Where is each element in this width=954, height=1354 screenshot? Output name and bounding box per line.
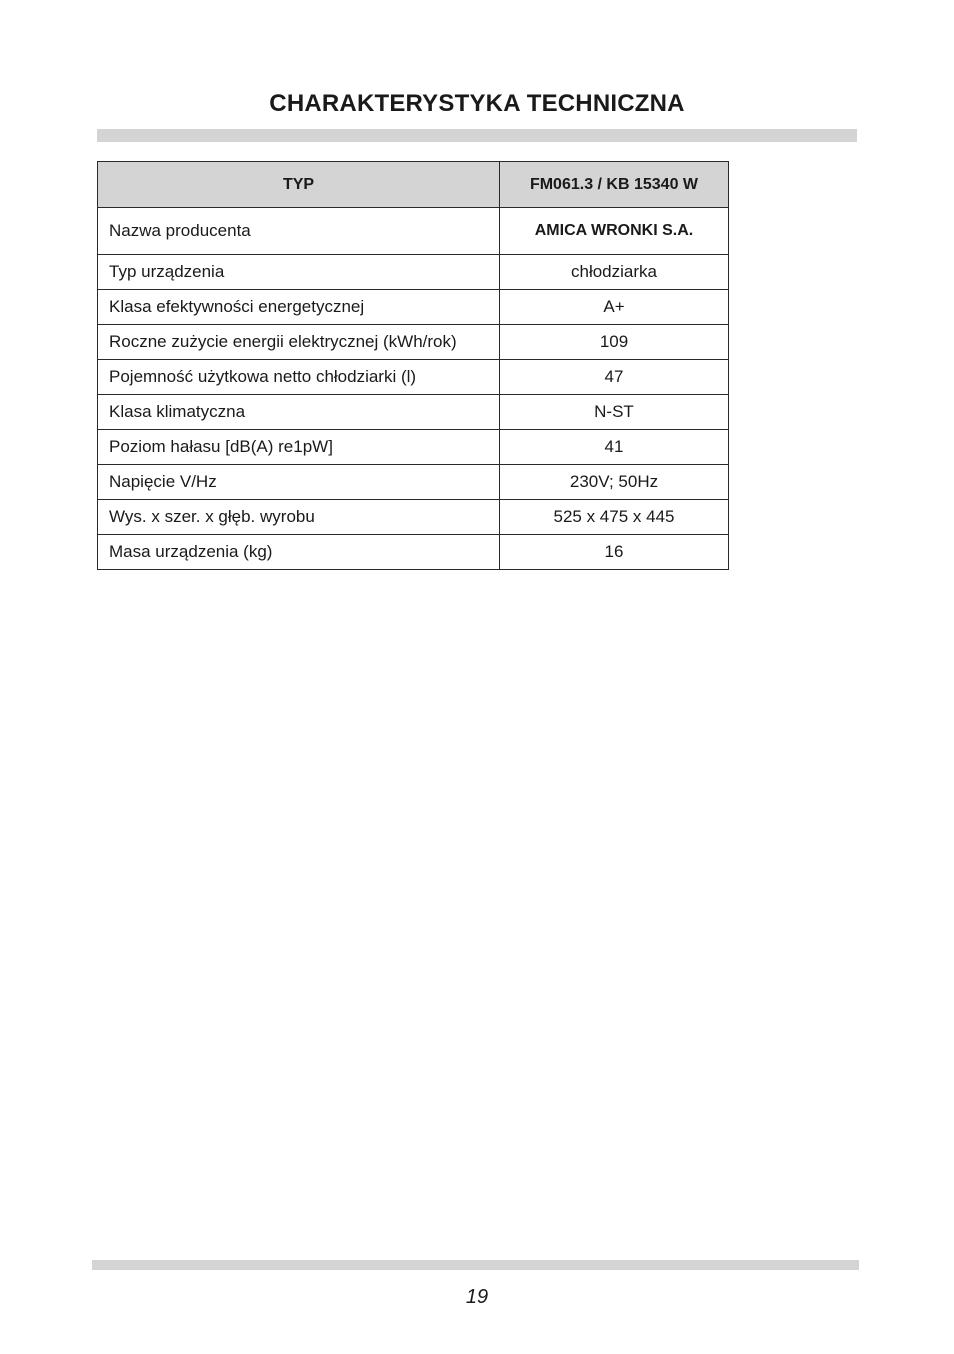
row-value: 41 [500, 430, 729, 465]
row-label: Poziom hałasu [dB(A) re1pW] [98, 430, 500, 465]
row-value: A+ [500, 290, 729, 325]
row-value: N-ST [500, 395, 729, 430]
row-value: AMICA WRONKI S.A. [500, 208, 729, 255]
row-label: Nazwa producenta [98, 208, 500, 255]
row-label: Masa urządzenia (kg) [98, 535, 500, 570]
table-row [98, 255, 729, 290]
table-row [98, 430, 729, 465]
table-row [98, 465, 729, 500]
row-value: 525 x 475 x 445 [500, 500, 729, 535]
row-value: 16 [500, 535, 729, 570]
table-row [98, 290, 729, 325]
row-label: Pojemność użytkowa netto chłodziarki (l) [98, 360, 500, 395]
table-row [98, 360, 729, 395]
row-label: Roczne zużycie energii elektrycznej (kWh/rok) [98, 325, 500, 360]
table-row [98, 208, 729, 255]
row-label: Napięcie V/Hz [98, 465, 500, 500]
row-label: Klasa klimatyczna [98, 395, 500, 430]
spec-table [97, 161, 729, 570]
header-divider [97, 129, 857, 142]
row-label: Klasa efektywności energetycznej [98, 290, 500, 325]
row-value: chłodziarka [500, 255, 729, 290]
row-value: 230V; 50Hz [500, 465, 729, 500]
table-row [98, 500, 729, 535]
table-row [98, 535, 729, 570]
table-row [98, 325, 729, 360]
row-label: Wys. x szer. x głęb. wyrobu [98, 500, 500, 535]
row-value: 47 [500, 360, 729, 395]
table-header-row [98, 162, 729, 208]
table-row [98, 395, 729, 430]
row-label: Typ urządzenia [98, 255, 500, 290]
page-title: CHARAKTERYSTYKA TECHNICZNA [269, 90, 685, 117]
row-value: 109 [500, 325, 729, 360]
header-type-cell: TYP [98, 162, 500, 208]
footer-divider [92, 1260, 859, 1270]
page-number: 19 [465, 1286, 489, 1308]
header-model-cell: FM061.3 / KB 15340 W [500, 162, 729, 208]
